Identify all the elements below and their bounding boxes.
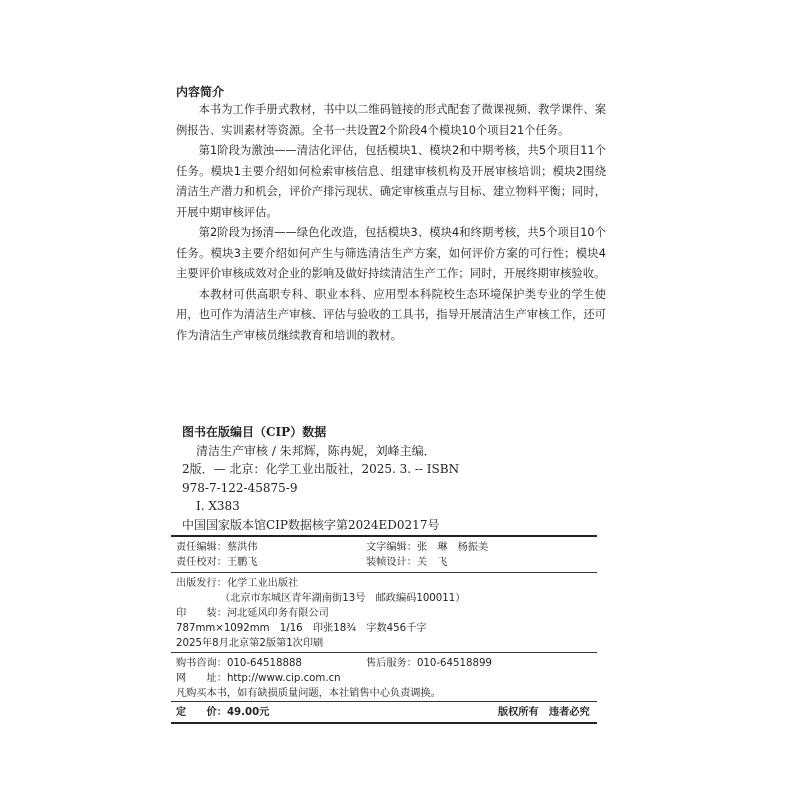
address: （北京市东城区青年湖南街13号 邮政编码100011） — [220, 593, 466, 604]
proofreader-value: 王鹏飞 — [226, 557, 258, 568]
designer-label: 装帧设计： — [366, 557, 417, 568]
purchase-row — [176, 656, 302, 672]
intro-body — [176, 100, 606, 346]
price-section — [176, 705, 596, 721]
editor-row — [176, 540, 258, 556]
divider — [171, 701, 597, 702]
cip-line: 2版．— 北京：化学工业出版社，2025. 3. -- ISBN — [182, 462, 460, 476]
publisher-row — [176, 576, 298, 592]
editor-value: 蔡洪伟 — [226, 542, 258, 553]
divider — [171, 535, 597, 537]
intro-paragraph: 本教材可供高职专科、职业本科、应用型本科院校生态环境保护类专业的学生使用，也可作为清洁生产审核、评估与验收的工具书，指导开展清洁生产审核工作，还可作为清洁生产审核员继续教育和培训的教材。 — [176, 287, 606, 342]
website-row — [176, 671, 341, 687]
cip-line: Ⅰ. X383 — [196, 499, 240, 513]
printer-value: 河北延风印务有限公司 — [226, 608, 329, 619]
intro-title: 内容简介 — [176, 85, 225, 99]
printer-row — [176, 606, 329, 622]
price-row — [176, 705, 269, 721]
intro-paragraph: 第1阶段为激浊——清洁化评估，包括模块1、模块2和中期考核，共5个项目11个任务。模块1主要介绍如何检索审核信息、组建审核机构及开展审核培训；模块2围绕清洁生产潜力和机会，评价产排污现状、确定审核重点与目标、建立物料平衡；同时，开展中期审核评估。 — [176, 144, 606, 219]
after-sales-phone: 010-64518899 — [416, 658, 492, 669]
publisher-value: 化学工业出版社 — [226, 578, 299, 589]
price-label: 定 价： — [176, 707, 227, 718]
service-section — [176, 656, 596, 702]
purchase-label: 购书咨询： — [176, 658, 227, 669]
proofreader-row — [176, 555, 258, 571]
credits-section — [176, 540, 596, 574]
publisher-label: 出版发行： — [176, 578, 227, 589]
text-editor-row — [366, 540, 488, 556]
text-editor-value: 张 琳 杨振美 — [416, 542, 489, 553]
text-editor-label: 文字编辑： — [366, 542, 417, 553]
edition-line: 2025年8月北京第2版第1次印刷 — [176, 638, 324, 649]
proofreader-label: 责任校对： — [176, 557, 227, 568]
website-link[interactable]: http://www.cip.com.cn — [226, 673, 341, 684]
cip-line: 中国国家版本馆CIP数据核字第2024ED0217号 — [182, 517, 440, 532]
divider — [171, 722, 597, 724]
cip-line: 978-7-122-45875-9 — [182, 480, 298, 495]
divider — [171, 572, 597, 573]
editor-label: 责任编辑： — [176, 542, 227, 553]
designer-value: 关 飞 — [416, 557, 448, 568]
cip-title: 图书在版编目（CIP）数据 — [182, 425, 327, 439]
printer-label: 印 装： — [176, 608, 227, 619]
intro-paragraph: 本书为工作手册式教材，书中以二维码链接的形式配套了微课视频、教学课件、案例报告、实训素材等资源。全书一共设置2个阶段4个模块10个项目21个任务。 — [176, 103, 606, 137]
publish-section — [176, 576, 596, 656]
intro-paragraph: 第2阶段为扬清——绿色化改造，包括模块3、模块4和终期考核，共5个项目10个任务。模块3主要介绍如何产生与筛选清洁生产方案，如何评价方案的可行性；模块4主要评价审核成效对企业的影响及做好持续清洁生产工作；同时，开展终期审核验收。 — [176, 226, 606, 280]
cip-line: 清洁生产审核 / 朱邦辉，陈冉妮，刘峰主编． — [196, 443, 436, 458]
after-sales-label: 售后服务： — [366, 658, 417, 669]
cip-block — [182, 423, 459, 534]
divider — [171, 652, 597, 653]
price-value: 49.00元 — [226, 707, 270, 718]
format-line: 787mm×1092mm 1/16 印张18¾ 字数456千字 — [176, 623, 427, 634]
designer-row — [366, 555, 448, 571]
quality-notice: 凡购买本书，如有缺损质量问题，本社销售中心负责调换。 — [176, 688, 441, 699]
copyright-notice: 版权所有 违者必究 — [498, 707, 590, 718]
website-label: 网 址： — [176, 673, 227, 684]
after-sales-row — [366, 656, 492, 672]
purchase-phone: 010-64518888 — [226, 658, 302, 669]
